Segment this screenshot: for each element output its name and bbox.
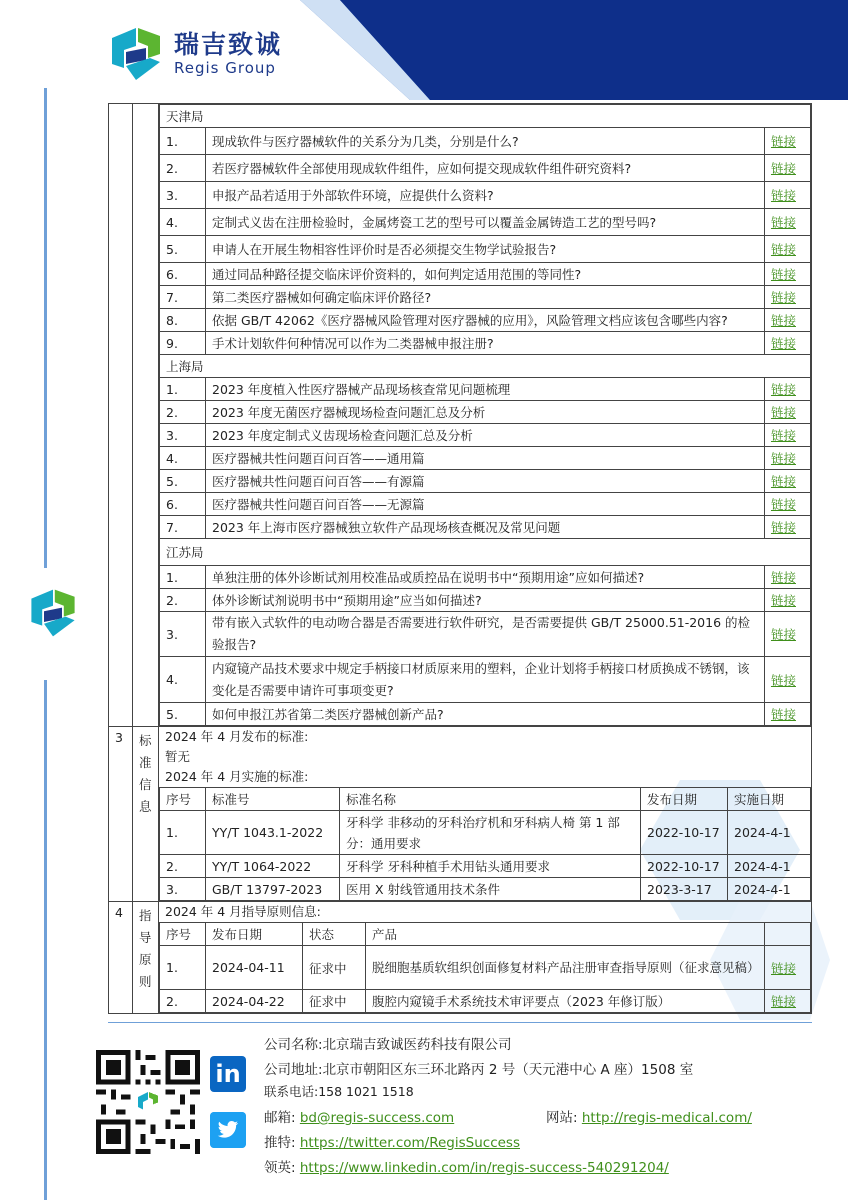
row-number: 1. xyxy=(160,946,206,990)
table-row xyxy=(160,878,811,901)
col-header: 发布日期 xyxy=(206,923,303,946)
implement-date: 2024-4-1 xyxy=(728,878,811,901)
row-number: 1. xyxy=(160,378,206,401)
row-number: 4. xyxy=(160,447,206,470)
section-2-content xyxy=(159,104,812,727)
row-text: 申报产品若适用于外部软件环境，应提供什么资料? xyxy=(206,182,765,209)
row-number: 4. xyxy=(160,209,206,236)
link[interactable]: 链接 xyxy=(770,134,796,149)
row-text: 如何申报江苏省第二类医疗器械创新产品? xyxy=(206,703,765,726)
row-text: 带有嵌入式软件的电动吻合器是否需要进行软件研究，是否需要提供 GB/T 25000.51-2016 的检验报告? xyxy=(206,612,765,657)
implement-date: 2024-4-1 xyxy=(728,811,811,855)
row-text: 通过同品种路径提交临床评价资料的，如何判定适用范围的等同性? xyxy=(206,263,765,286)
standard-name: 牙科学 非移动的牙科治疗机和牙科病人椅 第 1 部分：通用要求 xyxy=(340,811,641,855)
section-2-title-cell xyxy=(133,104,159,727)
col-header: 实施日期 xyxy=(728,788,811,811)
publish-date: 2023-3-17 xyxy=(641,878,728,901)
col-header: 状态 xyxy=(303,923,366,946)
section-3-title: 标准信息 xyxy=(133,727,159,902)
logo-english-name: Regis Group xyxy=(174,59,276,77)
row-text: 手术计划软件何种情况可以作为二类器械申报注册? xyxy=(206,332,765,355)
link[interactable]: 链接 xyxy=(770,672,796,688)
website-label: 网站: xyxy=(546,1110,578,1126)
status: 征求中 xyxy=(303,990,366,1013)
status: 征求中 xyxy=(303,946,366,990)
row-number: 3. xyxy=(160,182,206,209)
table-row xyxy=(160,182,811,209)
row-number: 1. xyxy=(160,128,206,155)
section-3-number: 3 xyxy=(109,727,133,902)
published-label: 2024 年 4 月发布的标准: xyxy=(165,729,309,744)
row-text: 2023 年度定制式义齿现场检查问题汇总及分析 xyxy=(206,424,765,447)
link[interactable]: 链接 xyxy=(770,428,796,443)
row-number: 3. xyxy=(160,612,206,657)
implemented-label: 2024 年 4 月实施的标准: xyxy=(165,769,309,784)
table-row xyxy=(160,811,811,855)
link[interactable]: 链接 xyxy=(770,188,796,203)
row-text: 2023 年度无菌医疗器械现场检查问题汇总及分析 xyxy=(206,401,765,424)
link[interactable]: 链接 xyxy=(770,405,796,420)
row-number: 8. xyxy=(160,309,206,332)
guidelines-table xyxy=(159,922,811,1013)
table-row xyxy=(160,447,811,470)
table-row xyxy=(160,424,811,447)
row-number: 5. xyxy=(160,703,206,726)
col-header xyxy=(765,923,811,946)
link[interactable]: 链接 xyxy=(770,215,796,230)
left-decor-line-top xyxy=(44,88,47,568)
address-label: 公司地址: xyxy=(264,1062,323,1078)
row-text: 2023 年上海市医疗器械独立软件产品现场核查概况及常见问题 xyxy=(206,516,765,539)
row-number: 1. xyxy=(160,566,206,589)
link[interactable]: 链接 xyxy=(770,474,796,489)
row-number: 3. xyxy=(160,424,206,447)
table-row xyxy=(160,516,811,539)
table-row xyxy=(160,470,811,493)
link[interactable]: 链接 xyxy=(770,267,796,282)
footer-email xyxy=(264,1106,454,1126)
link[interactable]: 链接 xyxy=(770,627,796,642)
product-name: 腹腔内窥镜手术系统技术审评要点（2023 年修订版） xyxy=(366,990,765,1013)
guidelines-label: 2024 年 4 月指导原则信息: xyxy=(165,904,321,919)
link[interactable]: 链接 xyxy=(770,451,796,466)
side-logo-icon xyxy=(26,586,80,640)
link[interactable]: 链接 xyxy=(770,570,796,585)
section-3-content xyxy=(159,727,812,902)
table-row xyxy=(160,855,811,878)
address-value: 北京市朝阳区东三环北路丙 2 号（天元港中心 A 座）1508 室 xyxy=(322,1062,694,1078)
table-row xyxy=(160,309,811,332)
publish-date: 2022-10-17 xyxy=(641,855,728,878)
row-number: 6. xyxy=(160,493,206,516)
link[interactable]: 链接 xyxy=(770,336,796,351)
website-link[interactable]: http://regis-medical.com/ xyxy=(581,1110,752,1126)
implement-date: 2024-4-1 xyxy=(728,855,811,878)
table-row xyxy=(160,946,811,990)
row-number: 2. xyxy=(160,155,206,182)
published-none: 暂无 xyxy=(165,749,191,764)
row-number: 7. xyxy=(160,286,206,309)
footer-company xyxy=(264,1033,512,1053)
row-text: 申请人在开展生物相容性评价时是否必须提交生物学试验报告? xyxy=(206,236,765,263)
row-number: 7. xyxy=(160,516,206,539)
footer-divider xyxy=(108,1022,812,1023)
table-row xyxy=(160,401,811,424)
header-decor-band xyxy=(300,0,848,100)
section-4-content xyxy=(159,902,812,1014)
section-2-num-cell xyxy=(109,104,133,727)
section-4-title: 指导原则 xyxy=(133,902,159,1014)
standard-name: 牙科学 牙科种植手术用钻头通用要求 xyxy=(340,855,641,878)
table-row xyxy=(160,286,811,309)
table-row xyxy=(160,493,811,516)
row-number: 2. xyxy=(160,855,206,878)
phone-label: 联系电话: xyxy=(264,1084,319,1099)
link[interactable]: 链接 xyxy=(770,520,796,535)
left-decor-line-bottom xyxy=(44,680,47,1200)
standard-code: GB/T 13797-2023 xyxy=(206,878,340,901)
link[interactable]: 链接 xyxy=(770,161,796,176)
publish-date: 2022-10-17 xyxy=(641,811,728,855)
row-number: 9. xyxy=(160,332,206,355)
row-text: 第二类医疗器械如何确定临床评价路径? xyxy=(206,286,765,309)
row-number: 5. xyxy=(160,470,206,493)
row-number: 2. xyxy=(160,990,206,1013)
link[interactable]: 链接 xyxy=(771,994,797,1009)
row-number: 2. xyxy=(160,401,206,424)
row-text: 医疗器械共性问题百问百答——有源篇 xyxy=(206,470,765,493)
col-header: 产品 xyxy=(366,923,765,946)
row-text: 内窥镜产品技术要求中规定手柄接口材质原来用的塑料，企业计划将手柄接口材质换成不锈钢，该变化是否需要申请许可事项变更? xyxy=(206,657,765,703)
col-header: 标准号 xyxy=(206,788,340,811)
table-row xyxy=(160,155,811,182)
jiangsu-title: 江苏局 xyxy=(160,539,811,566)
row-number: 5. xyxy=(160,236,206,263)
table-row xyxy=(160,128,811,155)
link[interactable]: 链接 xyxy=(770,313,796,328)
table-row xyxy=(160,378,811,401)
col-header: 序号 xyxy=(160,788,206,811)
row-text: 医疗器械共性问题百问百答——无源篇 xyxy=(206,493,765,516)
table-row xyxy=(160,209,811,236)
linkedin-link[interactable]: https://www.linkedin.com/in/regis-success-540291204/ xyxy=(299,1160,669,1176)
footer-phone xyxy=(264,1082,414,1100)
table-row xyxy=(160,612,811,657)
section-4-number: 4 xyxy=(109,902,133,1014)
link[interactable]: 链接 xyxy=(770,497,796,512)
row-text: 单独注册的体外诊断试剂用校准品或质控品在说明书中“预期用途”应如何描述? xyxy=(206,566,765,589)
linkedin-icon[interactable]: in xyxy=(210,1056,246,1092)
publish-date: 2024-04-11 xyxy=(206,946,303,990)
company-logo xyxy=(106,24,282,84)
row-number: 1. xyxy=(160,811,206,855)
bureau-faq-table xyxy=(159,104,811,726)
guidelines-header-row xyxy=(160,923,811,946)
table-row xyxy=(160,332,811,355)
publish-date: 2024-04-22 xyxy=(206,990,303,1013)
row-text: 依据 GB/T 42062《医疗器械风险管理对医疗器械的应用》，风险管理文档应该包含哪些内容? xyxy=(206,309,765,332)
twitter-link[interactable]: https://twitter.com/RegisSuccess xyxy=(299,1135,520,1151)
row-text: 若医疗器械软件全部使用现成软件组件，应如何提交现成软件组件研究资料? xyxy=(206,155,765,182)
col-header: 序号 xyxy=(160,923,206,946)
row-number: 6. xyxy=(160,263,206,286)
linkedin-label: 领英: xyxy=(264,1160,296,1176)
standards-table xyxy=(159,787,811,901)
col-header: 标准名称 xyxy=(340,788,641,811)
link[interactable]: 链接 xyxy=(770,242,796,257)
table-row xyxy=(160,236,811,263)
row-text: 2023 年度植入性医疗器械产品现场核查常见问题梳理 xyxy=(206,378,765,401)
standard-name: 医用 X 射线管通用技术条件 xyxy=(340,878,641,901)
row-number: 2. xyxy=(160,589,206,612)
standard-code: YY/T 1043.1-2022 xyxy=(206,811,340,855)
phone-value: 158 1021 1518 xyxy=(318,1084,414,1099)
link[interactable]: 链接 xyxy=(770,290,796,305)
email-link[interactable]: bd@regis-success.com xyxy=(299,1110,455,1126)
row-text: 体外诊断试剂说明书中“预期用途”应当如何描述? xyxy=(206,589,765,612)
link[interactable]: 链接 xyxy=(770,707,796,722)
product-name: 脱细胞基质软组织创面修复材料产品注册审查指导原则（征求意见稿） xyxy=(366,946,765,990)
table-row xyxy=(160,703,811,726)
regis-logo-icon xyxy=(106,24,166,84)
standards-header-row xyxy=(160,788,811,811)
row-text: 定制式义齿在注册检验时，金属烤瓷工艺的型号可以覆盖金属铸造工艺的型号吗? xyxy=(206,209,765,236)
twitter-label: 推特: xyxy=(264,1135,296,1151)
shanghai-title: 上海局 xyxy=(160,355,811,378)
table-row xyxy=(160,990,811,1013)
company-label: 公司名称: xyxy=(264,1037,323,1053)
tianjin-title: 天津局 xyxy=(160,105,811,128)
logo-chinese-name: 瑞吉致诚 xyxy=(174,30,283,59)
footer-linkedin xyxy=(264,1156,669,1176)
standard-code: YY/T 1064-2022 xyxy=(206,855,340,878)
company-value: 北京瑞吉致诚医药科技有限公司 xyxy=(322,1037,512,1053)
row-number: 4. xyxy=(160,657,206,703)
row-number: 3. xyxy=(160,878,206,901)
qr-code-icon xyxy=(96,1050,200,1154)
footer-website xyxy=(546,1106,752,1126)
footer-twitter xyxy=(264,1131,520,1151)
col-header: 发布日期 xyxy=(641,788,728,811)
twitter-icon[interactable] xyxy=(210,1112,246,1148)
link[interactable]: 链接 xyxy=(770,593,796,608)
email-label: 邮箱: xyxy=(264,1110,296,1126)
table-row xyxy=(160,657,811,703)
row-text: 医疗器械共性问题百问百答——通用篇 xyxy=(206,447,765,470)
table-row xyxy=(160,263,811,286)
table-row xyxy=(160,566,811,589)
row-text: 现成软件与医疗器械软件的关系分为几类，分别是什么? xyxy=(206,128,765,155)
link[interactable]: 链接 xyxy=(771,960,797,976)
footer-address xyxy=(264,1058,693,1078)
link[interactable]: 链接 xyxy=(770,382,796,397)
table-row xyxy=(160,589,811,612)
main-info-table xyxy=(108,103,812,1014)
